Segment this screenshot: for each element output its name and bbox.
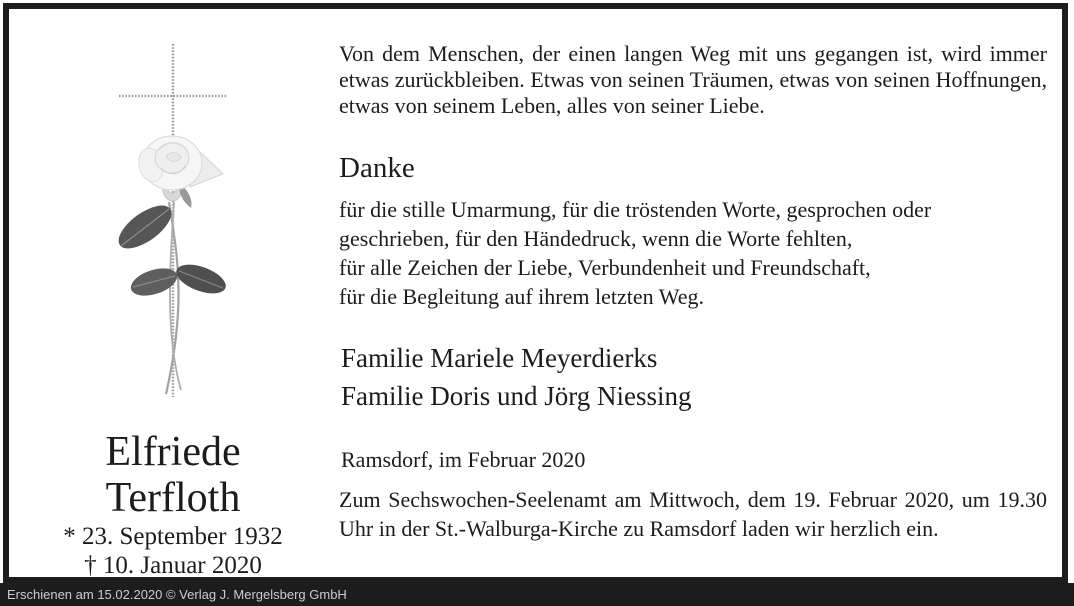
- thanks-line: für alle Zeichen der Liebe, Verbundenheit und Freundschaft,: [339, 255, 871, 280]
- thanks-line: geschrieben, für den Händedruck, wenn die Worte fehlten,: [339, 226, 853, 251]
- deceased-first-name: Elfriede: [105, 429, 241, 475]
- cross-white-rose-icon: [69, 34, 279, 404]
- opening-paragraph: Von dem Menschen, der einen langen Weg mit uns gegangen ist, wird immer etwas zurückbleiben. Etwas von seinen Träumen, etwas von seinen Hoffnungen, etwas von seinem Leben, alles von seiner Liebe.: [339, 41, 1047, 118]
- publication-footer: [0, 583, 1074, 606]
- deceased-name: [38, 429, 308, 521]
- place-date-line: Ramsdorf, im Februar 2020: [341, 447, 586, 472]
- family-signatures: [341, 339, 692, 415]
- family-line: Familie Doris und Jörg Niessing: [341, 381, 692, 411]
- life-dates: [38, 522, 308, 580]
- thanks-paragraph: [339, 195, 931, 311]
- publication-line: Erschienen am 15.02.2020 © Verlag J. Mergelsberg GmbH: [7, 587, 347, 602]
- thanks-line: für die stille Umarmung, für die tröstenden Worte, gesprochen oder: [339, 197, 932, 222]
- notice-frame: [3, 3, 1068, 583]
- birth-date-line: * 23. September 1932: [63, 523, 283, 550]
- family-line: Familie Mariele Meyerdierks: [341, 343, 658, 373]
- thanks-line: für die Begleitung auf ihrem letzten Weg.: [339, 284, 704, 309]
- deceased-last-name: Terfloth: [105, 475, 241, 521]
- death-date-line: † 10. Januar 2020: [84, 552, 262, 579]
- danke-heading: Danke: [339, 152, 415, 184]
- invitation-paragraph: Zum Sechswochen-Seelenamt am Mittwoch, dem 19. Februar 2020, um 19.30 Uhr in der St.-Walburga-Kirche zu Ramsdorf laden wir herzlich ein.: [339, 487, 1047, 541]
